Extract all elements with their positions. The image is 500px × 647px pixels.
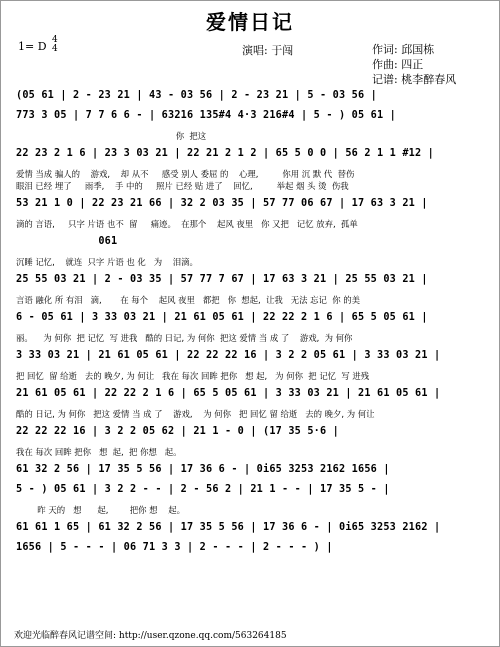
- lyric-line: 昨 天的 想 起, 把你 想 起。: [16, 505, 185, 515]
- lyric-line: 滴的 言语, 只字 片语 也不 留 痛迹。 在那个 起风 夜里 你 又把 记忆 放弃, 孤单: [16, 219, 358, 229]
- notation-line: 61 32 2 56 | 17 35 5 56 | 17 36 6 - | 0i65 3253 2162 1656 |: [16, 464, 390, 475]
- lyric-line: 爱情 当成 骗人的 游戏, 却 从不 感受 别人 委屈 的 心理, 你用 沉 默 代 替伤: [16, 169, 355, 179]
- time-signature: 4 4: [52, 35, 58, 54]
- lyric-line: 你 把这: [16, 131, 207, 141]
- singer-credit: 演唱: 于闯: [242, 44, 294, 57]
- composer-credit: 作曲: 四正: [372, 58, 424, 71]
- lyric-line: 丽。 为 何你 把 记忆 写 进我 酷的 日记, 为 何你 把这 爱情 当 成 了 游戏, 为 何你: [16, 333, 353, 343]
- key-signature: 1= D: [18, 40, 47, 53]
- notation-line: 3 33 03 21 | 21 61 05 61 | 22 22 22 16 | 3 2 2 05 61 | 3 33 03 21 |: [16, 350, 441, 361]
- lyric-line: 酷的 日记, 为 何你 把这 爱情 当 成 了 游戏, 为 何你 把 回忆 留 给逝 去的 晚夕, 为 何让: [16, 409, 375, 419]
- credits-block: [372, 42, 456, 87]
- lyricist-credit: 作词: 邱国栋: [372, 43, 435, 56]
- notation-line: 21 61 05 61 | 22 22 2 1 6 | 65 5 05 61 | 3 33 03 21 | 21 61 05 61 |: [16, 388, 441, 399]
- notation-line: 5 - ) 05 61 | 3 2 2 - - | 2 - 56 2 | 21 1 - - | 17 35 5 - |: [16, 484, 390, 495]
- notation-line: 53 21 1 0 | 22 23 21 66 | 32 2 03 35 | 57 77 06 67 | 17 63 3 21 |: [16, 198, 428, 209]
- notation-line: 61 61 1 65 | 61 32 2 56 | 17 35 5 56 | 17 36 6 - | 0i65 3253 2162 |: [16, 522, 441, 533]
- lyric-line: 言语 融化 所 有泪 滴, 在 每个 起风 夜里 都把 你 想起, 让我 无法 忘记 你 的美: [16, 295, 361, 305]
- song-title: 爱情日记: [206, 10, 294, 34]
- lyric-line: 眼泪 已经 埋了 雨季, 手 中的 照片 已经 贴 进了 回忆, 举起 烟 头 烫 伤我: [16, 181, 349, 191]
- notation-line: 22 23 2 1 6 | 23 3 03 21 | 22 21 2 1 2 | 65 5 0 0 | 56 2 1 1 #12 |: [16, 148, 435, 159]
- notation-line: 1656 | 5 - - - | 06 71 3 3 | 2 - - - | 2 - - - ) |: [16, 542, 333, 553]
- notation-line: 25 55 03 21 | 2 - 03 35 | 57 77 7 67 | 17 63 3 21 | 25 55 03 21 |: [16, 274, 428, 285]
- notation-line: 773 3 05 | 7 7 6 6 - | 63216 135#4 4·3 216#4 | 5 - ) 05 61 |: [16, 110, 397, 121]
- transcriber-credit: 记谱: 桃李醉春风: [372, 73, 457, 86]
- lyric-line: 把 回忆 留 给逝 去的 晚夕, 为 何让 我在 每次 回眸 把你 想 起, 为 何你 把 记忆 写 进残: [16, 371, 370, 381]
- notation-line: 061: [16, 236, 118, 247]
- notation-line: 6 - 05 61 | 3 33 03 21 | 21 61 05 61 | 22 22 2 1 6 | 65 5 05 61 |: [16, 312, 428, 323]
- lyric-line: 沉睡 记忆, 就连 只字 片语 也 化 为 泪滴。: [16, 257, 198, 267]
- lyric-line: 我在 每次 回眸 把你 想 起, 把 你想 起。: [16, 447, 182, 457]
- notation-line: (05 61 | 2 - 23 21 | 43 - 03 56 | 2 - 23 21 | 5 - 03 56 |: [16, 90, 378, 101]
- footer-text: 欢迎光临醉春风记谱空间: http://user.qzone.qq.com/563264185: [14, 631, 287, 641]
- notation-line: 22 22 22 16 | 3 2 2 05 62 | 21 1 - 0 | (17 35 5·6 |: [16, 426, 340, 437]
